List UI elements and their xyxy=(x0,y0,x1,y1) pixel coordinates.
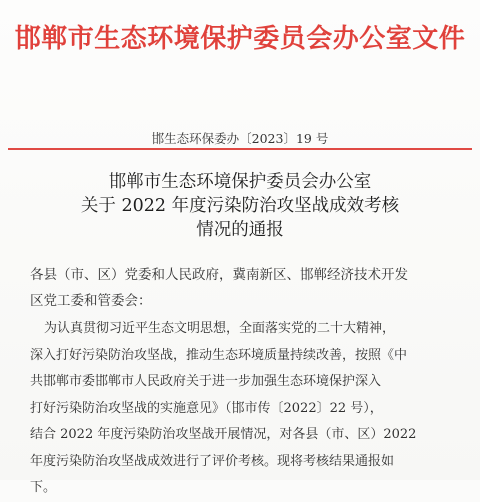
red-divider-line xyxy=(8,148,472,150)
notice-title-line-1: 邯郸市生态环境保护委员会办公室 xyxy=(108,172,372,192)
body-paragraph xyxy=(30,316,466,502)
addressee xyxy=(30,262,460,314)
body-line: 为认真贯彻习近平生态文明思想，全面落实党的二十大精神， xyxy=(44,321,396,336)
addressee-line-2: 区党工委和管委会： xyxy=(30,293,152,309)
body-line: 深入打好污染防治攻坚战，推动生态环境质量持续改善，按照《中 xyxy=(30,347,408,363)
body-line: 下。 xyxy=(30,480,57,495)
notice-title xyxy=(0,170,480,242)
body-line: 共邯郸市委邯郸市人民政府关于进一步加强生态环境保护深入 xyxy=(30,374,382,389)
body-line: 结合 2022 年度污染防治攻坚战开展情况，对各县（市、区）2022 xyxy=(30,427,417,442)
letterhead-title: 邯郸市生态环境保护委员会办公室文件 xyxy=(14,24,466,54)
document-number: 邯生态环保委办〔2023〕19 号 xyxy=(151,131,329,146)
addressee-line-1: 各县（市、区）党委和人民政府，冀南新区、邯郸经济技术开发 xyxy=(30,267,408,283)
body-line: 打好污染防治攻坚战的实施意见》（邯市传〔2022〕22 号）， xyxy=(30,400,383,416)
body-line: 年度污染防治攻坚战成效进行了评价考核。现将考核结果通报如 xyxy=(30,453,395,469)
notice-title-line-3: 情况的通报 xyxy=(196,220,284,240)
notice-title-line-2: 关于 2022 年度污染防治攻坚战成效考核 xyxy=(80,196,400,216)
